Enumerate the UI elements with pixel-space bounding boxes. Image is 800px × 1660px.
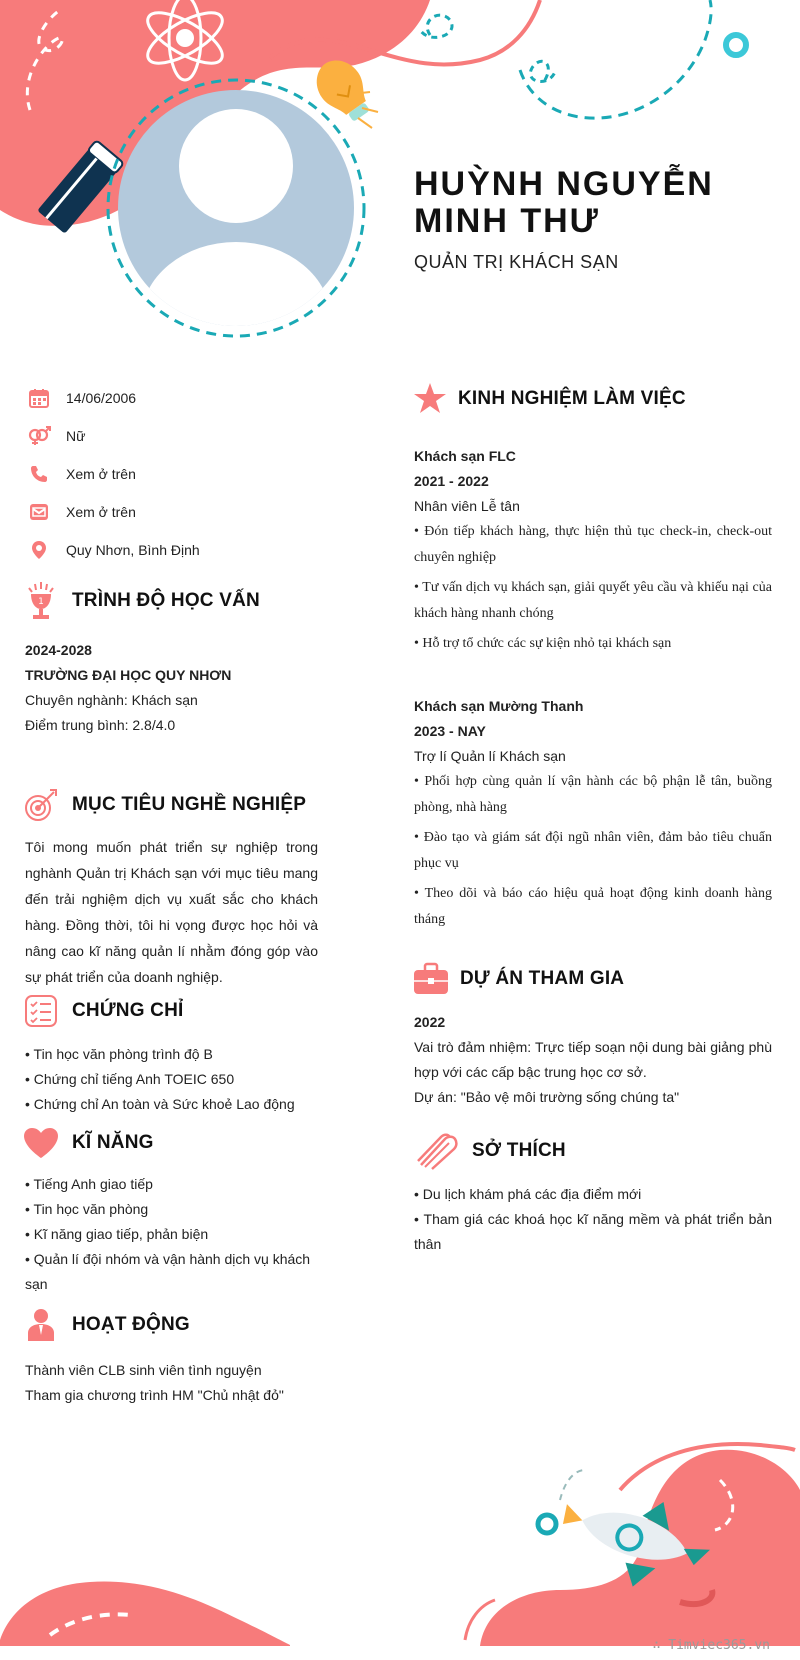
list-item: • Đón tiếp khách hàng, thực hiện thủ tục check-in, check-out chuyên nghiệp: [414, 524, 772, 565]
gender-icon: [26, 425, 52, 447]
activities-list: [25, 1358, 325, 1408]
contact-email: [26, 500, 136, 524]
education-gpa: Điểm trung bình: 2.8/4.0: [25, 717, 176, 733]
paperclip-icon: [412, 1130, 462, 1172]
experience-job-1: [414, 444, 772, 657]
projects-details: [414, 1010, 772, 1110]
education-major: Chuyên nghành: Khách sạn: [25, 692, 198, 708]
trophy-icon: [20, 580, 62, 622]
list-item: • Đào tạo và giám sát đội ngũ nhân viên, đảm bảo tiêu chuẩn phục vụ: [414, 830, 772, 871]
address-text: Quy Nhơn, Bình Định: [66, 542, 200, 558]
skills-list: [25, 1172, 325, 1297]
job-company: Khách sạn FLC: [414, 448, 516, 464]
experience-job-2: [414, 694, 772, 933]
certificates-list: [25, 1042, 325, 1117]
bottom-left-blob: [0, 1582, 290, 1646]
list-item: • Phối hợp cùng quản lí vận hành các bộ phận lễ tân, buồng phòng, nhà hàng: [414, 774, 772, 815]
svg-text:1: 1: [38, 597, 44, 607]
objective-heading: [20, 784, 306, 826]
education-details: [25, 638, 325, 738]
project-year: 2022: [414, 1014, 446, 1030]
list-item: • Tham giá các khoá học kĩ năng mềm và phát triển bản thân: [414, 1211, 772, 1252]
skills-title: KĨ NĂNG: [72, 1132, 154, 1153]
list-item: Thành viên CLB sinh viên tình nguyện: [25, 1362, 262, 1378]
objective-title: MỤC TIÊU NGHỀ NGHIỆP: [72, 794, 307, 815]
list-item: • Tin học văn phòng: [25, 1201, 149, 1217]
name-line-1: HUỲNH NGUYỄN: [414, 165, 714, 203]
certificates-heading: [20, 990, 184, 1032]
job-role: Nhân viên Lễ tân: [414, 498, 520, 514]
job-title: QUẢN TRỊ KHÁCH SẠN: [414, 252, 619, 272]
location-pin-icon: [26, 539, 52, 561]
list-item: • Chứng chỉ An toàn và Sức khoẻ Lao động: [25, 1096, 295, 1112]
projects-heading: [412, 958, 624, 1000]
email-text: Xem ở trên: [66, 504, 136, 520]
phone-text: Xem ở trên: [66, 466, 136, 482]
heart-icon: [20, 1122, 62, 1164]
job-period: 2023 - NAY: [414, 723, 486, 739]
birthday-text: 14/06/2006: [66, 390, 137, 406]
briefcase-icon: [412, 958, 450, 1000]
phone-icon: [26, 463, 52, 485]
target-icon: [20, 784, 62, 826]
list-item: • Du lịch khám phá các địa điểm mới: [414, 1186, 642, 1202]
job-role: Trợ lí Quản lí Khách sạn: [414, 748, 566, 764]
hobbies-heading: [412, 1130, 566, 1172]
activities-title: HOẠT ĐỘNG: [72, 1314, 190, 1335]
activities-heading: [20, 1304, 190, 1346]
project-role: Vai trò đảm nhiệm: Trực tiếp soạn nội dung bài giảng phù hợp với các cấp bậc trung học cơ sở.: [414, 1039, 772, 1080]
experience-heading: [412, 378, 686, 420]
job-bullets: [414, 519, 772, 657]
contact-phone: [26, 462, 136, 486]
certificates-title: CHỨNG CHỈ: [72, 1000, 184, 1021]
calendar-icon: [26, 387, 52, 409]
job-bullets: [414, 769, 772, 933]
education-period: 2024-2028: [25, 642, 92, 658]
hobbies-title: SỞ THÍCH: [472, 1140, 566, 1161]
projects-title: DỰ ÁN THAM GIA: [460, 968, 625, 989]
education-title: TRÌNH ĐỘ HỌC VẤN: [72, 590, 260, 611]
name-line-2: MINH THƯ: [414, 202, 600, 240]
list-item: • Tiếng Anh giao tiếp: [25, 1176, 153, 1192]
star-icon: [412, 378, 448, 420]
list-item: • Theo dõi và báo cáo hiệu quả hoạt động kinh doanh hàng tháng: [414, 886, 772, 927]
objective-text: Tôi mong muốn phát triển sự nghiệp trong nghành Quản trị Khách sạn với mục tiêu mang đến trải nghiệm dịch vụ xuất sắc cho khách hàng. Đồng thời, tôi hi vọng được học hỏi và nâng cao kĩ năng quản lí nhằm đóng góp vào sự phát triển của doanh nghiệp.: [25, 839, 318, 985]
contact-birthday: [26, 386, 136, 410]
ring-decor: [726, 35, 746, 55]
person-icon: [20, 1304, 62, 1346]
list-item: • Kĩ năng giao tiếp, phản biện: [25, 1226, 209, 1242]
project-name: Dự án: "Bảo vệ môi trường sống chúng ta": [414, 1089, 680, 1105]
watermark: ∴ Timviec365.vn: [652, 1638, 770, 1653]
list-item: Tham gia chương trình HM "Chủ nhật đỏ": [25, 1387, 284, 1403]
list-item: • Quản lí đội nhóm và vận hành dịch vụ khách sạn: [25, 1251, 311, 1292]
list-item: • Tư vấn dịch vụ khách sạn, giải quyết yêu cầu và khiếu nại của khách hàng nhanh chóng: [414, 580, 772, 621]
email-icon: [26, 501, 52, 523]
skills-heading: [20, 1122, 154, 1164]
experience-title: KINH NGHIỆM LÀM VIỆC: [458, 388, 686, 409]
list-item: • Tin học văn phòng trình độ B: [25, 1046, 213, 1062]
education-heading: [20, 580, 260, 622]
hobbies-list: [414, 1182, 772, 1257]
job-period: 2021 - 2022: [414, 473, 489, 489]
full-name: [414, 166, 774, 240]
gender-text: Nữ: [66, 428, 86, 444]
contact-address: [26, 538, 200, 562]
list-item: • Hỗ trợ tổ chức các sự kiện nhỏ tại khách sạn: [414, 636, 672, 651]
contact-gender: [26, 424, 85, 448]
education-school: TRƯỜNG ĐẠI HỌC QUY NHƠN: [25, 667, 232, 683]
checklist-icon: [20, 990, 62, 1032]
list-item: • Chứng chỉ tiếng Anh TOEIC 650: [25, 1071, 235, 1087]
job-company: Khách sạn Mường Thanh: [414, 698, 584, 714]
